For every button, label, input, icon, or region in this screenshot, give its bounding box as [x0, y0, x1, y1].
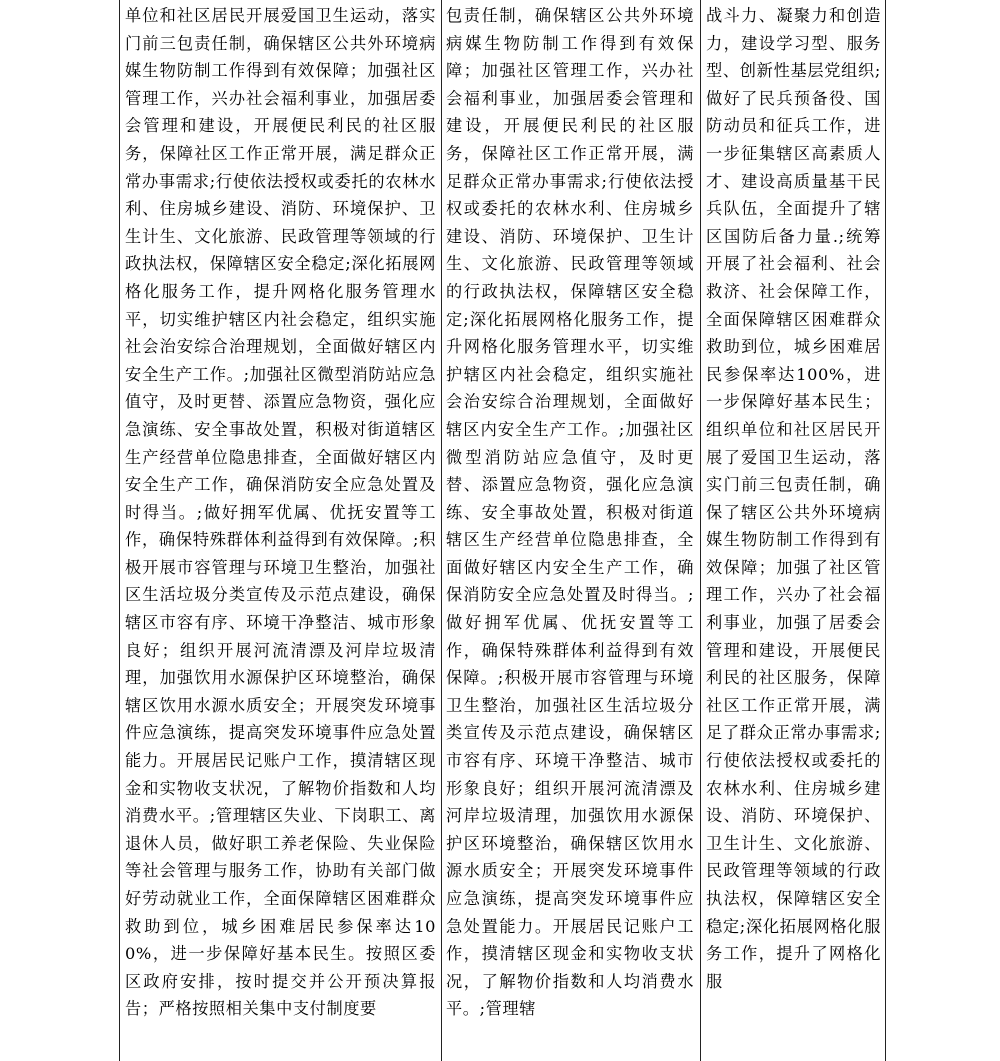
table-column-1	[120, 0, 442, 1061]
column-3-text: 战斗力、凝聚力和创造力，建设学习型、服务型、创新性基层党组织;做好了民兵预备役、国防动员和征兵工作，进一步征集辖区高素质人才、建设高质量基干民兵队伍，全面提升了辖区国防后备力量.;统筹开展了社会福利、社会救济、社会保障工作，全面保障辖区困难群众救助到位，城乡困难居民参保率达100%，进一步保障好基本民生；组织单位和社区居民开展了爱国卫生运动，落实门前三包责任制，确保了辖区公共外环境病媒生物防制工作得到有效保障；加强了社区管理工作，兴办了社会福利事业，加强了居委会管理和建设，开展便民利民的社区服务，保障社区工作正常开展，满足了群众正常办事需求;行使依法授权或委托的农林水利、住房城乡建设、消防、环境保护、卫生计生、文化旅游、民政管理等领域的行政执法权，保障辖区安全稳定;深化拓展网格化服务工作，提升了网格化服	[706, 6, 881, 991]
table-column-3	[701, 0, 885, 1061]
column-1-text: 单位和社区居民开展爱国卫生运动，落实门前三包责任制，确保辖区公共外环境病媒生物防制工作得到有效保障；加强社区管理工作，兴办社会福利事业，加强居委会管理和建设，开展便民利民的社区服务，保障社区工作正常开展，满足群众正常办事需求;行使依法授权或委托的农林水利、住房城乡建设、消防、环境保护、卫生计生、文化旅游、民政管理等领域的行政执法权，保障辖区安全稳定;深化拓展网格化服务工作，提升网格化服务管理水平，切实维护辖区内社会稳定，组织实施社会治安综合治理规划，全面做好辖区内安全生产工作。;加强社区微型消防站应急值守，及时更替、添置应急物资，强化应急演练、安全事故处置，积极对街道辖区生产经营单位隐患排查，全面做好辖区内安全生产工作，确保消防安全应急处置及时得当。;做好拥军优属、优抚安置等工作，确保特殊群体利益得到有效保障。;积极开展市容管理与环境卫生整治，加强社区生活垃圾分类宣传及示范点建设，确保辖区市容有序、环境干净整洁、城市形象良好；组织开展河流清漂及河岸垃圾清理，加强饮用水源保护区环境整治，确保辖区饮用水源水质安全；开展突发环境事件应急演练，提高突发环境事件应急处置能力。开展居民记账户工作，摸清辖区现金和实物收支状况，了解物价指数和人均消费水平。;管理辖区失业、下岗职工、离退休人员，做好职工养老保险、失业保险等社会管理与服务工作，协助有关部门做好劳动就业工作，全面保障辖区困难群众救助到位，城乡困难居民参保率达100%，进一步保障好基本民生。按照区委区政府安排，按时提交并公开预决算报告；严格按照相关集中支付制度要	[125, 6, 436, 1019]
column-2-text: 包责任制，确保辖区公共外环境病媒生物防制工作得到有效保障；加强社区管理工作，兴办社会福利事业，加强居委会管理和建设，开展便民利民的社区服务，保障社区工作正常开展，满足群众正常办事需求;行使依法授权或委托的农林水利、住房城乡建设、消防、环境保护、卫生计生、文化旅游、民政管理等领域的行政执法权，保障辖区安全稳定;深化拓展网格化服务工作，提升网格化服务管理水平，切实维护辖区内社会稳定，组织实施社会治安综合治理规划，全面做好辖区内安全生产工作。;加强社区微型消防站应急值守，及时更替、添置应急物资，强化应急演练、安全事故处置，积极对街道辖区生产经营单位隐患排查，全面做好辖区内安全生产工作，确保消防安全应急处置及时得当。;做好拥军优属、优抚安置等工作，确保特殊群体利益得到有效保障。;积极开展市容管理与环境卫生整治，加强社区生活垃圾分类宣传及示范点建设，确保辖区市容有序、环境干净整洁、城市形象良好；组织开展河流清漂及河岸垃圾清理，加强饮用水源保护区环境整治，确保辖区饮用水源水质安全；开展突发环境事件应急演练，提高突发环境事件应急处置能力。开展居民记账户工作，摸清辖区现金和实物收支状况，了解物价指数和人均消费水平。;管理辖	[446, 6, 694, 1019]
text-table	[119, 0, 886, 1061]
table-column-2	[442, 0, 701, 1061]
